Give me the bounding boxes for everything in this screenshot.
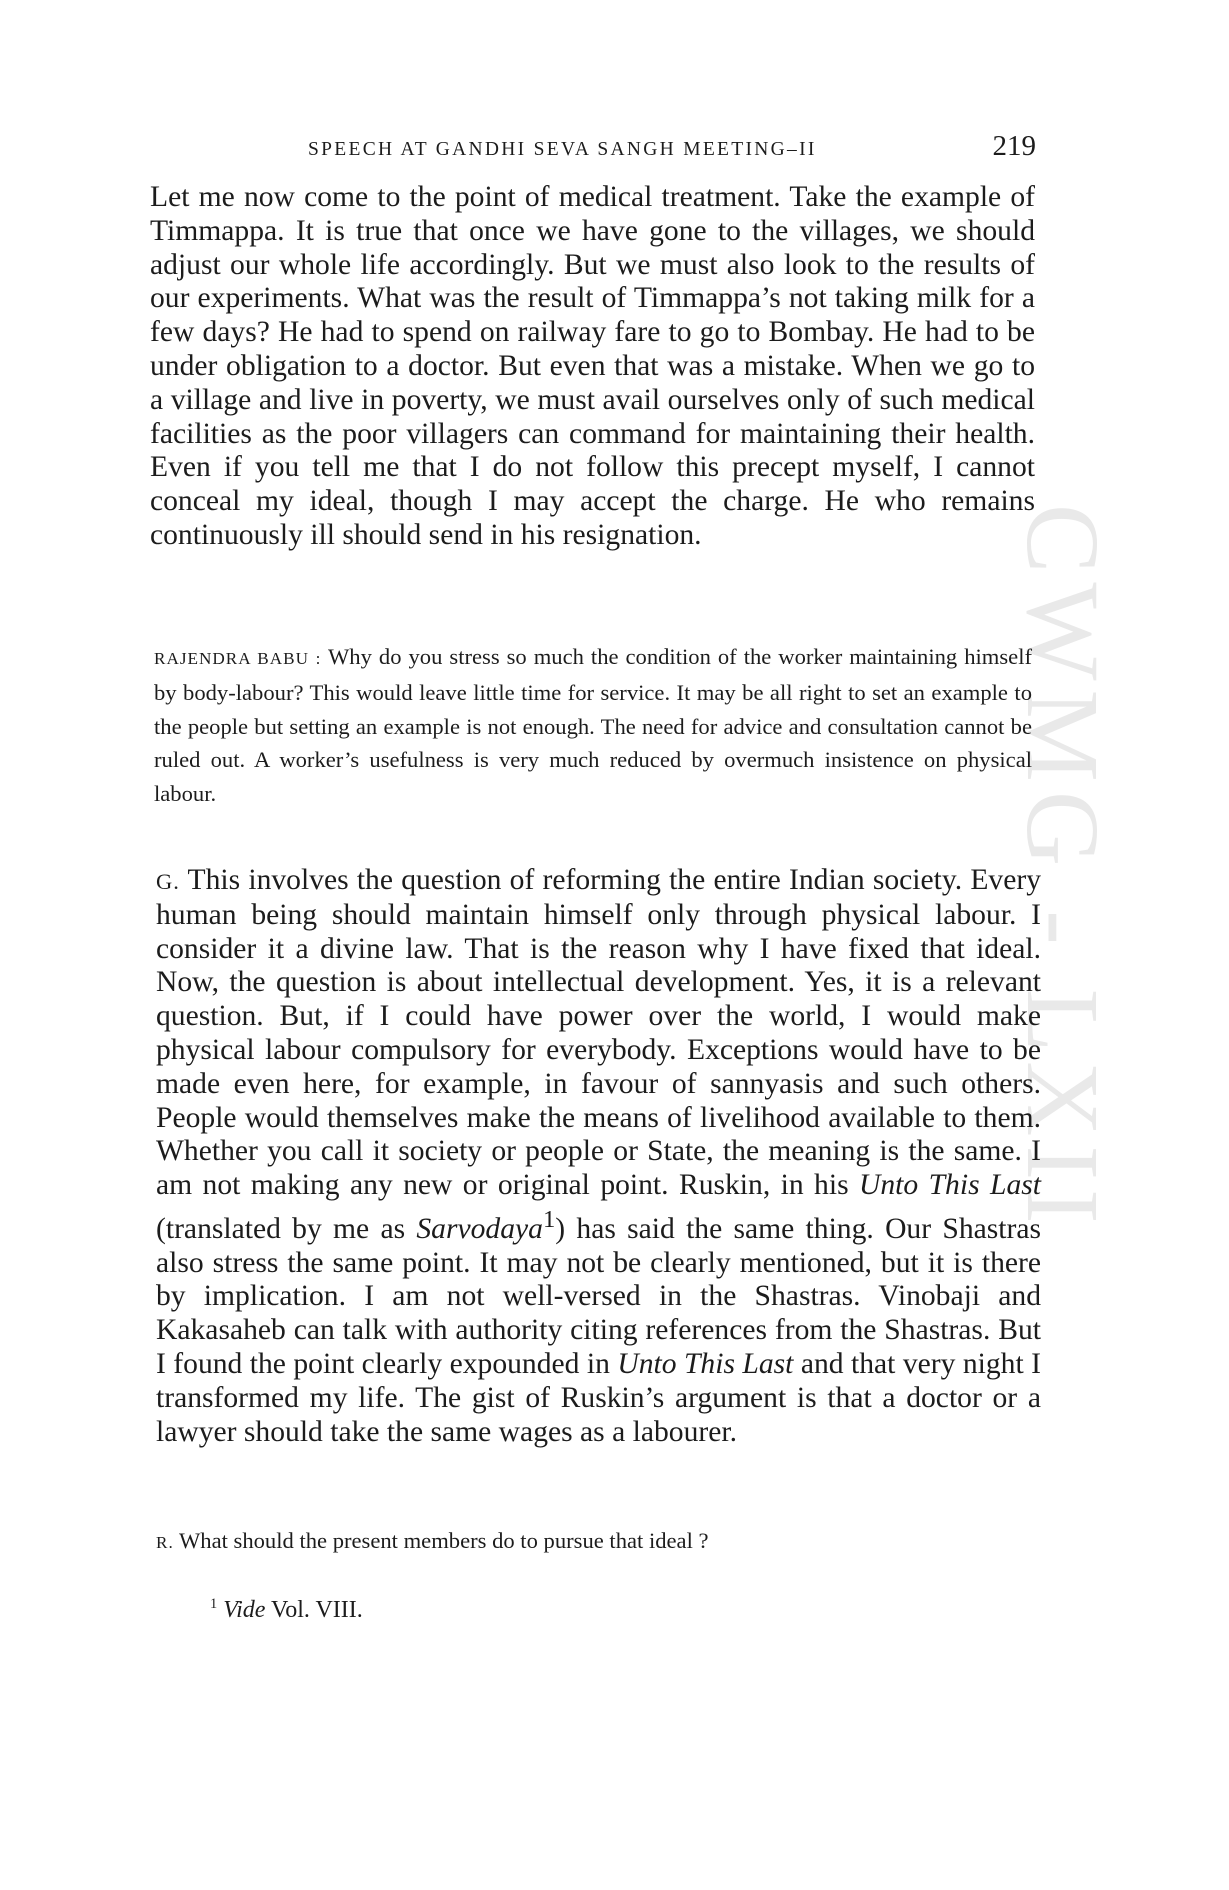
book-title-sarvodaya: Sarvodaya [416, 1212, 543, 1245]
footnote [210, 1596, 363, 1624]
speaker-gandhi: G. [156, 869, 180, 894]
running-head [150, 130, 1036, 174]
footnote-mark: 1 [210, 1596, 218, 1612]
speaker-r: R. [156, 1533, 174, 1552]
watermark: CWMG - LXII [1005, 504, 1120, 1233]
paragraph-question-text: What should the present members do to pursue that ideal ? [173, 1528, 709, 1553]
footnote-vide: Vide [223, 1597, 266, 1623]
footnote-text: Vol. VIII. [265, 1597, 363, 1623]
paragraph-rajendra-babu [154, 640, 1032, 811]
paragraph-question-r [156, 1524, 1034, 1560]
speaker-rajendra-babu: RAJENDRA BABU : [154, 649, 322, 668]
paragraph-gandhi-text-b: (translated by me as [156, 1212, 417, 1245]
paragraph-gandhi-text-d: and that very night I transformed my life. The gist of Ruskin’s argument is that a doctor or a lawyer should take the same wages as a labourer. [156, 1348, 1041, 1448]
paragraph-gandhi-reply [156, 864, 1041, 1449]
paragraph-gandhi-text-c: ) has said the same thing. Our Shastras also stress the same point. It may not be clearly mentioned, but it is there by implication. I am not well-versed in the Shastras. Vinobaji and Kakasaheb can talk with authority citing references from the Shastras. But I found the point clearly expounded in [156, 1212, 1041, 1381]
paragraph-gandhi-text-a: This involves the question of reforming the entire Indian society. Every human being should maintain himself only through physical labour. I consider it a divine law. That is the reason why I have fixed that ideal. Now, the question is about intellectual development. Yes, it is a relevant question. But, if I could have power over the world, I would make physical labour compulsory for everybody. Exceptions would have to be made even here, for example, in favour of sannyasis and such others. People would themselves make the means of livelihood available to them. Whether you call it society or people or State, the meaning is the same. I am not making any new or original point. Ruskin, in his [156, 864, 1041, 1202]
page-number: 219 [992, 130, 1036, 162]
book-title-unto-this-last: Unto This Last [859, 1169, 1041, 1202]
paragraph-rajendra-babu-text: Why do you stress so much the condition of the worker maintaining himself by body-labour? This would leave little time for service. It may be all right to set an example to the people but setting an example is not enough. The need for advice and consultation cannot be ruled out. A worker’s usefulness is very much reduced by overmuch insistence on physical labour. [154, 644, 1032, 807]
running-title: SPEECH AT GANDHI SEVA SANGH MEETING–II [308, 139, 817, 160]
footnote-reference: 1 [542, 1205, 556, 1233]
paragraph-medical-treatment: Let me now come to the point of medical treatment. Take the example of Timmappa. It is true that once we have gone to the villages, we should adjust our whole life accordingly. But we must also look to the results of our experiments. What was the result of Timmappa’s not taking milk for a few days? He had to spend on railway fare to go to Bombay. He had to be under obligation to a doctor. But even that was a mistake. When we go to a village and live in poverty, we must avail ourselves only of such medical facilities as the poor villagers can command for maintaining their health. Even if you tell me that I do not follow this precept myself, I cannot conceal my ideal, though I may accept the charge. He who remains continuously ill should send in his resignation. [150, 181, 1035, 551]
book-title-unto-this-last-2: Unto This Last [617, 1348, 794, 1381]
